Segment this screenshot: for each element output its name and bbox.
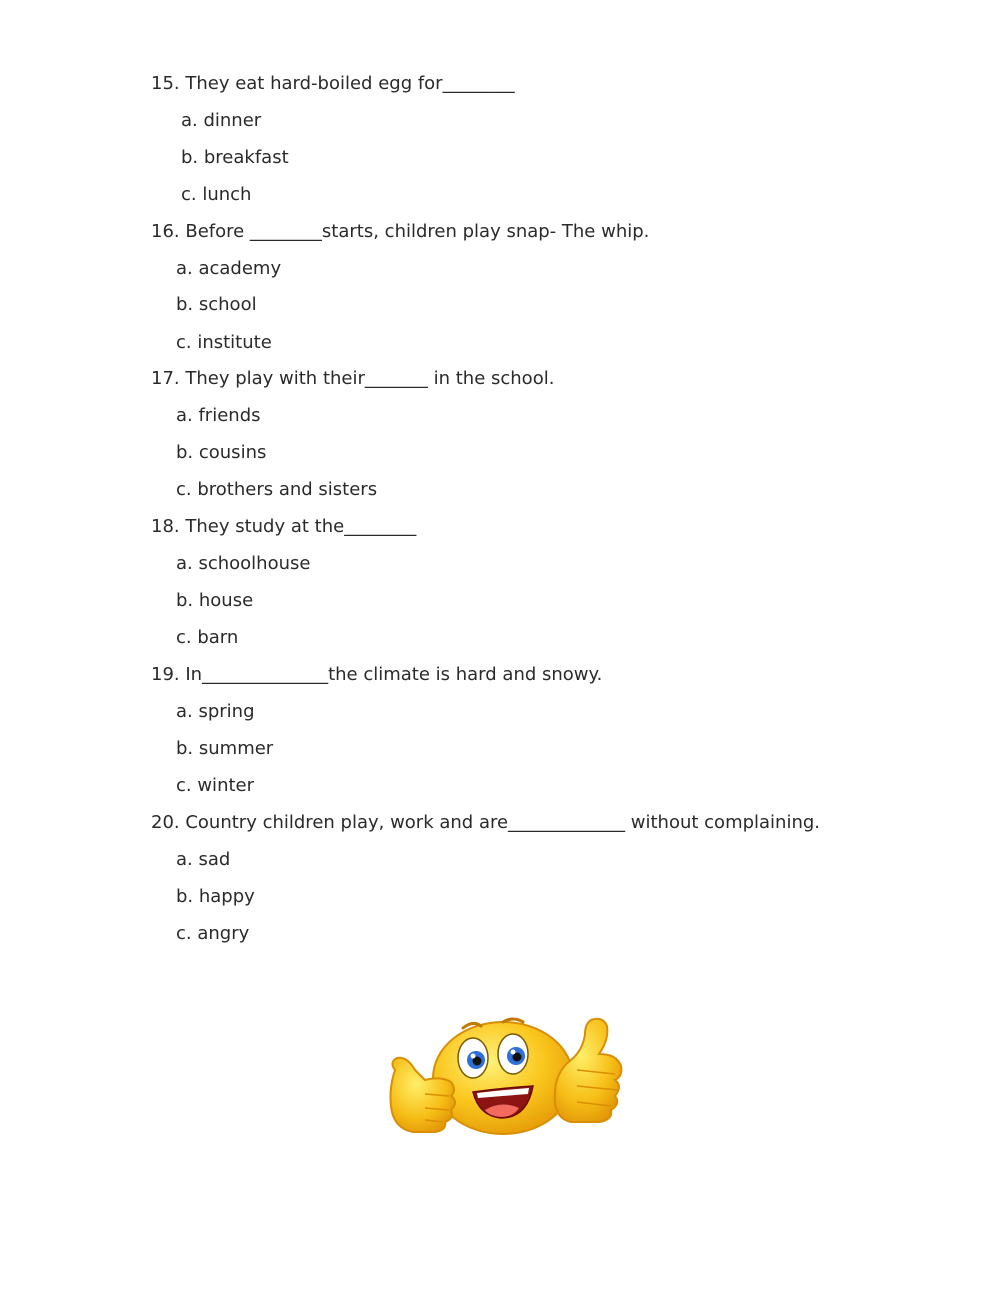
question-18-option-c[interactable]: c. barn	[176, 627, 239, 648]
question-20-option-b[interactable]: b. happy	[176, 886, 255, 907]
question-16-option-b[interactable]: b. school	[176, 294, 257, 315]
question-17-option-b[interactable]: b. cousins	[176, 442, 267, 463]
question-18: 18. They study at the________	[151, 516, 417, 537]
question-20-option-a[interactable]: a. sad	[176, 849, 231, 870]
question-19-option-a[interactable]: a. spring	[176, 701, 255, 722]
question-17: 17. They play with their_______ in the school.	[151, 368, 555, 389]
question-15-option-a[interactable]: a. dinner	[181, 110, 262, 131]
question-17-option-c[interactable]: c. brothers and sisters	[176, 479, 378, 500]
question-20: 20. Country children play, work and are_____________ without complaining.	[151, 812, 821, 833]
question-15-option-c[interactable]: c. lunch	[181, 184, 252, 205]
question-18-option-a[interactable]: a. schoolhouse	[176, 553, 311, 574]
right-thumb-hand	[555, 1019, 622, 1122]
question-16-option-c[interactable]: c. institute	[176, 332, 272, 353]
question-16-option-a[interactable]: a. academy	[176, 258, 282, 279]
question-15-option-b[interactable]: b. breakfast	[181, 147, 289, 168]
question-19: 19. In______________the climate is hard and snowy.	[151, 664, 603, 685]
question-19-option-c[interactable]: c. winter	[176, 775, 255, 796]
question-18-option-b[interactable]: b. house	[176, 590, 254, 611]
question-15: 15. They eat hard-boiled egg for________	[151, 73, 515, 94]
question-16: 16. Before ________starts, children play snap- The whip.	[151, 221, 650, 242]
question-20-option-c[interactable]: c. angry	[176, 923, 250, 944]
thumbs-up-smiley-icon	[385, 1010, 625, 1135]
question-19-option-b[interactable]: b. summer	[176, 738, 274, 759]
question-17-option-a[interactable]: a. friends	[176, 405, 261, 426]
